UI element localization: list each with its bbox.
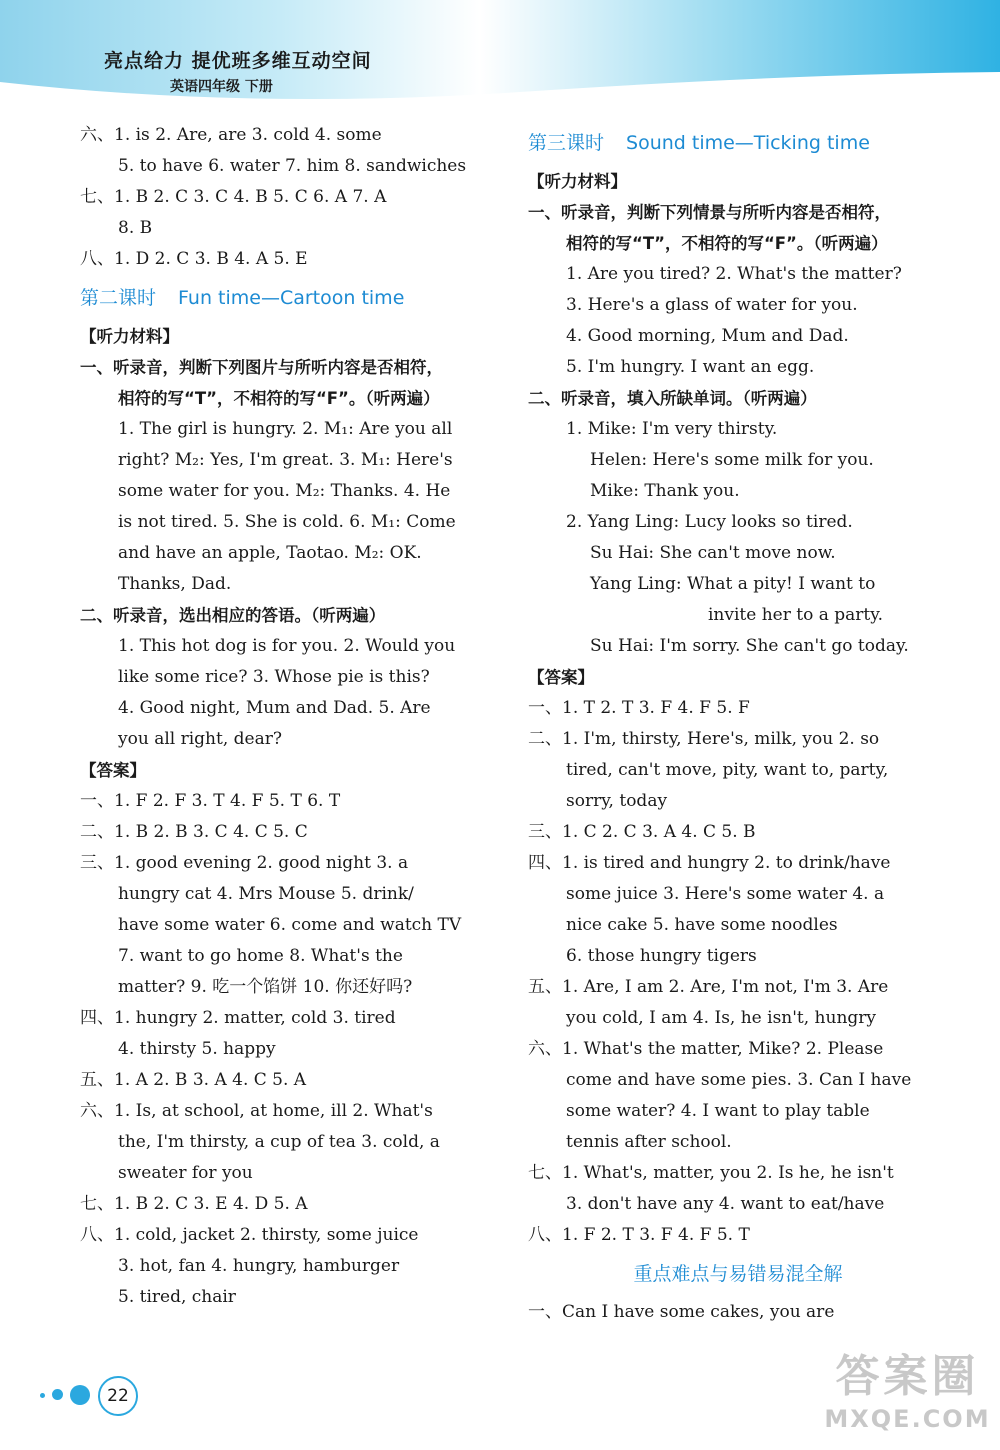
text-line: nice cake 5. have some noodles [566, 915, 838, 935]
text-line: 三、1. C 2. C 3. A 4. C 5. B [528, 822, 756, 842]
text-line: the, I'm thirsty, a cup of tea 3. cold, a [118, 1132, 440, 1152]
section-heading: Fun time—Cartoon time [178, 287, 405, 309]
text-line: 4. Good morning, Mum and Dad. [566, 326, 849, 346]
dot-icon [52, 1389, 63, 1400]
page-header [0, 0, 1000, 110]
text-line: 4. Good night, Mum and Dad. 5. Are [118, 698, 431, 718]
text-line: sweater for you [118, 1163, 253, 1183]
text-line: 5. I'm hungry. I want an egg. [566, 357, 815, 377]
page-number-badge [40, 1376, 150, 1416]
text-line: sorry, today [566, 791, 668, 811]
text-line: 一、1. T 2. T 3. F 4. F 5. F [528, 698, 750, 718]
text-line: some water for you. M₂: Thanks. 4. He [118, 481, 451, 501]
text-line: 七、1. What's, matter, you 2. Is he, he isn't [528, 1163, 894, 1183]
text-line: come and have some pies. 3. Can I have [566, 1070, 912, 1090]
text-line: and have an apple, Taotao. M₂: OK. [118, 543, 422, 563]
watermark-logo [820, 1350, 995, 1445]
text-line: 7. want to go home 8. What's the [118, 946, 403, 966]
text-line: 1. This hot dog is for you. 2. Would you [118, 636, 456, 656]
text-line: 3. hot, fan 4. hungry, hamburger [118, 1256, 400, 1276]
text-line: 六、1. Is, at school, at home, ill 2. What's [80, 1101, 433, 1121]
question-instruction: 相符的写“T”，不相符的写“F”。（听两遍） [118, 389, 440, 408]
watermark-top: 答案圈 [835, 1351, 980, 1402]
text-line: 四、1. is tired and hungry 2. to drink/have [528, 853, 891, 873]
text-line: tired, can't move, pity, want to, party, [566, 760, 889, 780]
section-title [528, 1251, 948, 1297]
text-line: 一、1. F 2. F 3. T 4. F 5. T 6. T [80, 791, 341, 811]
header-brand: 亮点给力 提优班多维互动空间 [104, 50, 372, 72]
text-line: 一、Can I have some cakes, you are [528, 1302, 835, 1322]
right-column [528, 120, 948, 1328]
text-line: 七、1. B 2. C 3. C 4. B 5. C 6. A 7. A [80, 187, 387, 207]
text-line: 三、1. good evening 2. good night 3. a [80, 853, 409, 873]
text-line: 五、1. Are, I am 2. Are, I'm not, I'm 3. Are [528, 977, 889, 997]
text-line: Su Hai: She can't move now. [590, 543, 836, 563]
text-line: 五、1. A 2. B 3. A 4. C 5. A [80, 1070, 307, 1090]
section-heading: 重点难点与易错易混全解 [633, 1263, 843, 1285]
dot-icon [70, 1385, 90, 1405]
section-heading: Sound time—Ticking time [626, 132, 870, 154]
text-line: 3. Here's a glass of water for you. [566, 295, 858, 315]
text-line: is not tired. 5. She is cold. 6. M₁: Come [118, 512, 456, 532]
text-line: 八、1. F 2. T 3. F 4. F 5. T [528, 1225, 750, 1245]
text-line: 六、1. What's the matter, Mike? 2. Please [528, 1039, 884, 1059]
text-line: you all right, dear? [118, 729, 282, 749]
text-line: 七、1. B 2. C 3. E 4. D 5. A [80, 1194, 308, 1214]
header-subtitle: 英语四年级 下册 [170, 79, 273, 95]
text-line: Thanks, Dad. [118, 574, 232, 594]
text-line: have some water 6. come and watch TV [118, 915, 462, 935]
text-line: hungry cat 4. Mrs Mouse 5. drink/ [118, 884, 414, 904]
text-line: 5. to have 6. water 7. him 8. sandwiches [118, 156, 467, 176]
text-line: Helen: Here's some milk for you. [590, 450, 874, 470]
page-number: 22 [98, 1376, 138, 1416]
section-title [528, 120, 948, 166]
text-line: 四、1. hungry 2. matter, cold 3. tired [80, 1008, 396, 1028]
text-line: you cold, I am 4. Is, he isn't, hungry [566, 1008, 877, 1028]
left-column [80, 120, 500, 1313]
text-line: right? M₂: Yes, I'm great. 3. M₁: Here's [118, 450, 453, 470]
text-line: 3. don't have any 4. want to eat/have [566, 1194, 885, 1214]
text-line: 1. The girl is hungry. 2. M₁: Are you all [118, 419, 453, 439]
text-line: some water? 4. I want to play table [566, 1101, 870, 1121]
section-title [80, 275, 500, 321]
text-line: 二、1. I'm, thirsty, Here's, milk, you 2. so [528, 729, 880, 749]
question-instruction: 相符的写“T”，不相符的写“F”。（听两遍） [566, 234, 888, 253]
text-line: tennis after school. [566, 1132, 732, 1152]
text-line: Mike: Thank you. [590, 481, 740, 501]
text-line: 八、1. cold, jacket 2. thirsty, some juice [80, 1225, 419, 1245]
text-line: 八、1. D 2. C 3. B 4. A 5. E [80, 249, 308, 269]
question-instruction: 二、听录音，填入所缺单词。（听两遍） [528, 389, 817, 408]
text-line: 1. Mike: I'm very thirsty. [566, 419, 778, 439]
watermark-bottom: MXQE.COM [824, 1405, 991, 1433]
text-line: some juice 3. Here's some water 4. a [566, 884, 885, 904]
text-line: 5. tired, chair [118, 1287, 236, 1307]
section-label: 【听力材料】 [80, 327, 179, 346]
text-line: 6. those hungry tigers [566, 946, 757, 966]
question-instruction: 二、听录音，选出相应的答语。（听两遍） [80, 606, 386, 625]
text-line: invite her to a party. [708, 605, 883, 625]
dot-icon [40, 1393, 45, 1398]
text-line: 4. thirsty 5. happy [118, 1039, 276, 1059]
section-label: 【答案】 [528, 668, 594, 687]
section-number: 第二课时 [80, 287, 157, 309]
section-label: 【听力材料】 [528, 172, 627, 191]
question-instruction: 一、听录音，判断下列情景与所听内容是否相符， [528, 203, 891, 222]
text-line: like some rice? 3. Whose pie is this? [118, 667, 430, 687]
section-label: 【答案】 [80, 761, 146, 780]
text-line: Su Hai: I'm sorry. She can't go today. [590, 636, 909, 656]
text-line: 2. Yang Ling: Lucy looks so tired. [566, 512, 853, 532]
text-line: 8. B [118, 218, 153, 238]
text-line: 二、1. B 2. B 3. C 4. C 5. C [80, 822, 308, 842]
text-line: matter? 9. 吃一个馅饼 10. 你还好吗? [118, 977, 413, 997]
section-number: 第三课时 [528, 132, 605, 154]
text-line: 六、1. is 2. Are, are 3. cold 4. some [80, 125, 382, 145]
question-instruction: 一、听录音，判断下列图片与所听内容是否相符， [80, 358, 443, 377]
text-line: Yang Ling: What a pity! I want to [590, 574, 876, 594]
text-line: 1. Are you tired? 2. What's the matter? [566, 264, 902, 284]
